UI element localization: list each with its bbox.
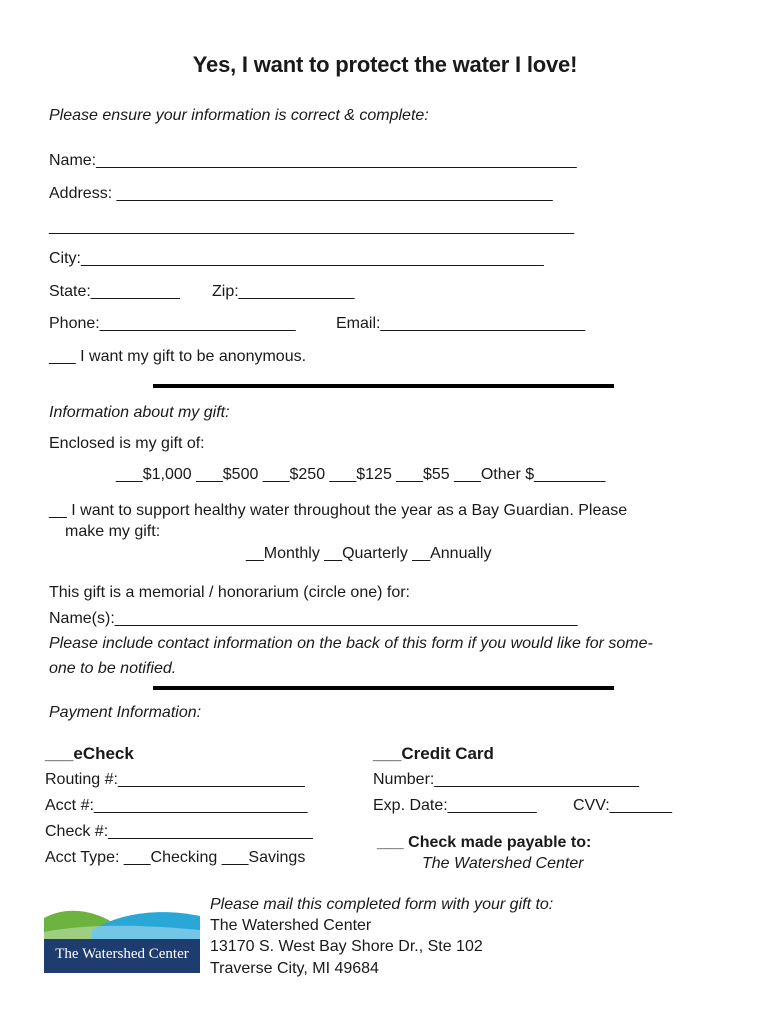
email-field[interactable]: Email:_______________________ — [336, 315, 586, 332]
section-divider — [153, 686, 614, 690]
bay-guardian-checkbox[interactable]: __ I want to support healthy water throughout the year as a Bay Guardian. Please — [49, 502, 628, 519]
address-field-line2[interactable]: ___________________________________________________________ — [49, 218, 575, 235]
check-number-field[interactable]: Check #:_______________________ — [45, 823, 313, 840]
logo-tagline: GRAND TRAVERSE BAY — [51, 966, 193, 973]
city-field[interactable]: City:____________________________________________________ — [49, 250, 544, 267]
routing-field[interactable]: Routing #:_____________________ — [45, 771, 305, 788]
intro-text: Please ensure your information is correct & complete: — [49, 107, 429, 124]
payment-heading: Payment Information: — [49, 704, 202, 721]
section-divider — [153, 384, 614, 388]
enclosed-label: Enclosed is my gift of: — [49, 435, 205, 452]
frequency-options[interactable]: __Monthly __Quarterly __Annually — [246, 545, 492, 562]
gift-amount-options[interactable]: ___$1,000 ___$500 ___$250 ___$125 ___$55 ___Other $________ — [116, 466, 606, 483]
credit-card-option[interactable]: ___Credit Card — [373, 744, 494, 763]
mail-instruction: Please mail this completed form with your gift to: — [210, 896, 554, 913]
mail-org: The Watershed Center — [210, 917, 372, 934]
account-type-options[interactable]: Acct Type: ___Checking ___Savings — [45, 849, 306, 866]
cvv-field[interactable]: CVV:_______ — [573, 797, 673, 814]
state-field[interactable]: State:__________ — [49, 283, 180, 300]
check-payable-option[interactable]: ___ Check made payable to: — [377, 834, 592, 851]
echeck-option[interactable]: ___eCheck — [45, 744, 134, 763]
page-title: Yes, I want to protect the water I love! — [192, 52, 578, 77]
memorial-label: This gift is a memorial / honorarium (circle one) for: — [49, 584, 410, 601]
card-number-field[interactable]: Number:_______________________ — [373, 771, 640, 788]
contact-note-line2: one to be notified. — [49, 660, 177, 677]
contact-note: Please include contact information on the back of this form if you would like for some- — [49, 635, 653, 652]
anonymous-checkbox[interactable]: ___ I want my gift to be anonymous. — [49, 348, 307, 365]
bay-guardian-label: make my gift: — [65, 523, 161, 540]
zip-field[interactable]: Zip:_____________ — [212, 283, 355, 300]
name-field[interactable]: Name:______________________________________________________ — [49, 152, 577, 169]
mail-street: 13170 S. West Bay Shore Dr., Ste 102 — [210, 938, 483, 955]
watershed-center-logo — [44, 908, 200, 980]
logo-name: The Watershed Center — [55, 946, 189, 962]
gift-heading: Information about my gift: — [49, 404, 230, 421]
honoree-names-field[interactable]: Name(s):____________________________________________________ — [49, 610, 578, 627]
address-field[interactable]: Address: _________________________________________________ — [49, 185, 553, 202]
phone-field[interactable]: Phone:______________________ — [49, 315, 296, 332]
payable-to-name: The Watershed Center — [422, 855, 584, 872]
expiration-date-field[interactable]: Exp. Date:__________ — [373, 797, 537, 814]
logo-waves-icon — [44, 908, 200, 942]
account-number-field[interactable]: Acct #:________________________ — [45, 797, 308, 814]
mail-city: Traverse City, MI 49684 — [210, 960, 379, 977]
